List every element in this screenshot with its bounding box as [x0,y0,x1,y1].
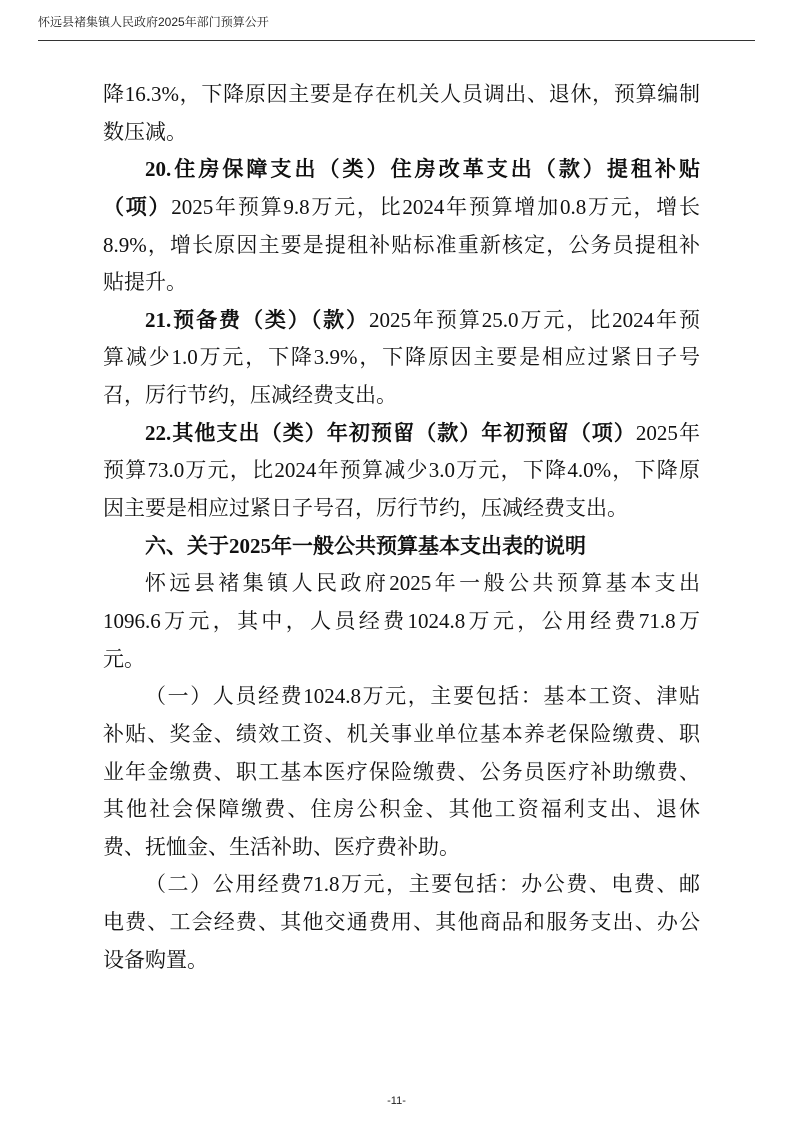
body-line: 贴提升。 [103,270,187,295]
item-heading-bold: （项） [103,194,172,219]
body-line: 算减少1.0万元，下降3.9%，下降原因主要是相应过紧日子号 [103,345,700,370]
body-line: 其他社会保障缴费、住房公积金、其他工资福利支出、退休 [103,797,700,822]
paragraph-item-20 [103,151,700,302]
body-line [103,151,700,189]
body-line-text: 2025年预算9.8万元，比2024年预算增加0.8万元，增长 [171,194,701,219]
body-line: 电费、工会经费、其他交通费用、其他商品和服务支出、办公 [103,910,700,935]
body-line: 设备购置。 [103,947,208,972]
body-line: 数压减。 [103,119,187,144]
body-line: （二）公用经费71.8万元，主要包括：办公费、电费、邮 [145,872,700,897]
document-body [103,76,700,979]
item-heading-bold: 22.其他支出（类）年初预留（款）年初预留（项） [145,420,636,445]
section-heading [103,528,700,566]
body-line: 8.9%，增长原因主要是提租补贴标准重新核定，公务员提租补 [103,232,700,257]
body-line: 召，厉行节约，压减经费支出。 [103,383,397,408]
paragraph-item-22 [103,415,700,528]
paragraph-item-21 [103,302,700,415]
body-line: 预算73.0万元，比2024年预算减少3.0万元，下降4.0%，下降原 [103,458,700,483]
paragraph-personnel-expenses [103,678,700,866]
body-line: 怀远县褚集镇人民政府2025年一般公共预算基本支出 [145,571,700,596]
page-header-title: 怀远县褚集镇人民政府2025年部门预算公开 [38,15,269,29]
paragraph-public-expenses [103,866,700,979]
body-line [103,415,700,453]
body-line: 降16.3%，下降原因主要是存在机关人员调出、退休，预算编制 [103,82,700,106]
paragraph-continuation [103,76,700,151]
body-line: 因主要是相应过紧日子号召，厉行节约，压减经费支出。 [103,496,628,521]
body-line: 1096.6万元，其中，人员经费1024.8万元，公用经费71.8万 [103,608,700,633]
header-divider [38,40,755,41]
section-heading-text: 六、关于2025年一般公共预算基本支出表的说明 [145,533,586,558]
paragraph-basic-expenditure [103,565,700,678]
body-line-text: 2025年预算25.0万元，比2024年预 [369,307,701,332]
body-line: 补贴、奖金、绩效工资、机关事业单位基本养老保险缴费、职 [103,721,700,746]
body-line: 元。 [103,646,145,671]
body-line-text: 2025年 [635,420,700,445]
body-line: （一）人员经费1024.8万元，主要包括：基本工资、津贴 [145,684,700,709]
body-line [103,302,700,340]
item-heading-bold: 21.预备费（类）（款） [145,307,370,332]
body-line [103,528,700,566]
body-line [103,189,700,227]
page-number: -11- [387,1095,406,1107]
item-heading-bold: 20.住房保障支出（类）住房改革支出（款）提租补贴 [145,157,700,182]
body-line: 业年金缴费、职工基本医疗保险缴费、公务员医疗补助缴费、 [103,759,700,784]
body-line: 费、抚恤金、生活补助、医疗费补助。 [103,834,460,859]
